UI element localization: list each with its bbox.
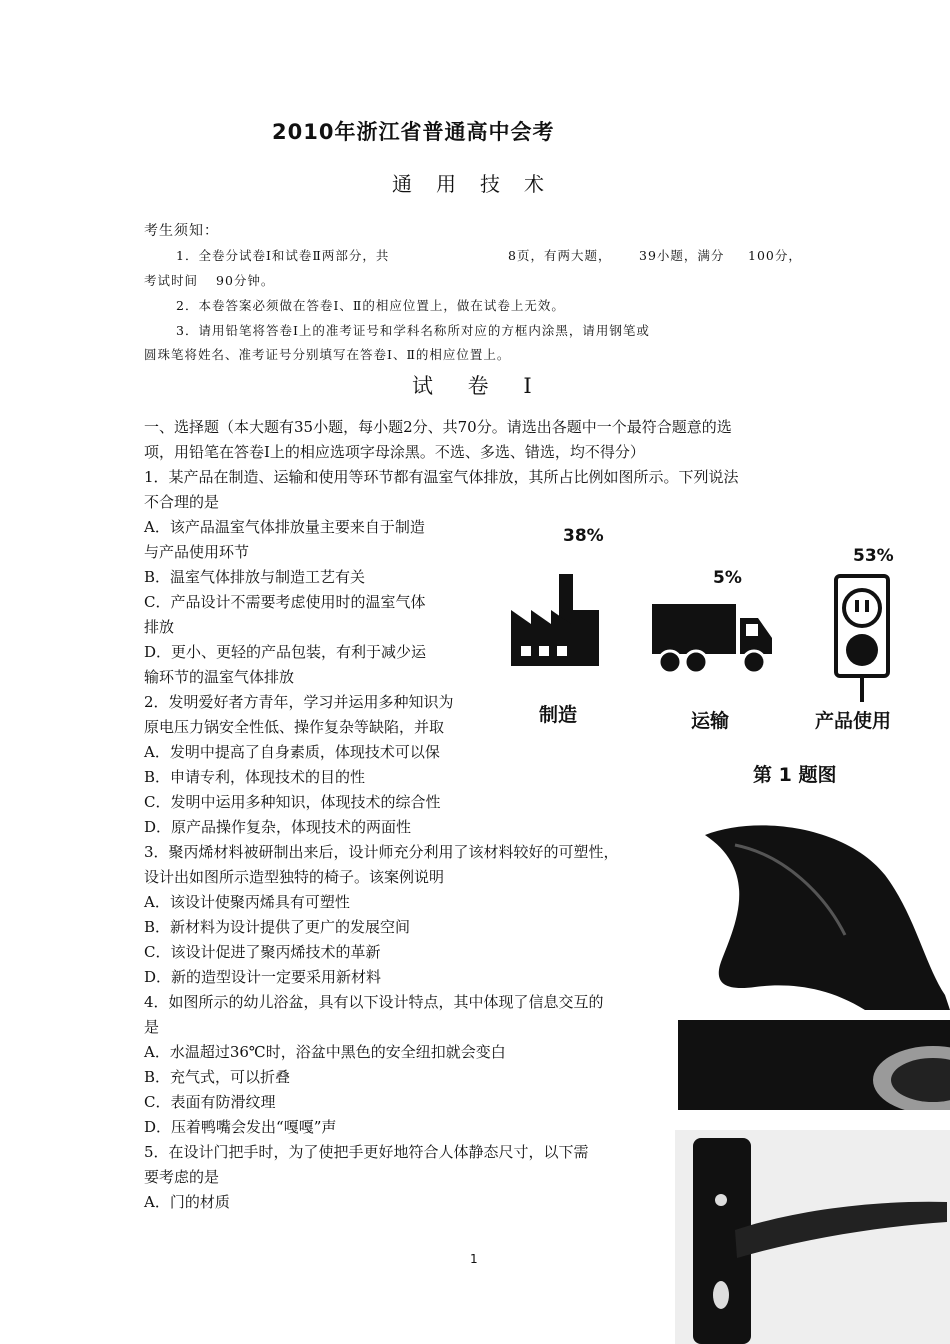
intro-line1: 一、选择题（本大题有35小题，每小题2分、共70分。请选出各题中一个最符合题意的选	[144, 418, 732, 436]
figure-1-caption: 第 1 题图	[753, 764, 837, 786]
section-title: 试 卷 Ⅰ	[412, 374, 546, 398]
q3-stem-line1: 3．聚丙烯材料被研制出来后，设计师充分利用了该材料较好的可塑性，	[144, 843, 619, 861]
q3-stem-line2: 设计出如图所示造型独特的椅子。该案例说明	[144, 868, 445, 886]
transport-label: 运输	[691, 710, 730, 732]
q3-option-d: D．新的造型设计一定要采用新材料	[144, 968, 382, 986]
notice-line1b: 8页，有两大题，	[508, 248, 612, 263]
notice-heading: 考生须知：	[144, 223, 219, 239]
figure-1	[495, 520, 935, 795]
q1-option-c1: C．产品设计不需要考虑使用时的温室气体	[144, 593, 426, 611]
q2-option-d: D．原产品操作复杂，体现技术的两面性	[144, 818, 412, 836]
manufacture-percent: 38%	[563, 526, 604, 546]
baby-bathtub-photo	[678, 1020, 950, 1110]
subject-title: 通用技术	[392, 172, 568, 196]
outlet-icon	[830, 572, 894, 707]
q3-option-b: B．新材料为设计提供了更广的发展空间	[144, 918, 411, 936]
q2-stem-line2: 原电压力锅安全性低、操作复杂等缺陷，并取	[144, 718, 445, 736]
q1-stem-line1: 1．某产品在制造、运输和使用等环节都有温室气体排放，其所占比例如图所示。下列说法	[144, 468, 739, 486]
q4-option-d: D．压着鸭嘴会发出“嘎嘎”声	[144, 1118, 337, 1136]
q2-stem-line1: 2．发明爱好者方青年，学习并运用多种知识为	[144, 693, 454, 711]
intro-line2: 项，用铅笔在答卷Ⅰ上的相应选项字母涂黑。不选、多选、错选，均不得分）	[144, 443, 645, 461]
notice-line1c: 39小题，满分	[639, 248, 725, 263]
q1-option-a2: 与产品使用环节	[144, 543, 250, 561]
q1-stem-line2: 不合理的是	[144, 493, 220, 511]
notice-line1e: 考试时间	[144, 273, 199, 288]
q5-stem-line1: 5．在设计门把手时，为了使把手更好地符合人体静态尺寸，以下需	[144, 1143, 589, 1161]
q2-option-b: B．申请专利，体现技术的目的性	[144, 768, 366, 786]
q1-option-d1: D．更小、更轻的产品包装，有利于减少运	[144, 643, 427, 661]
q1-option-d2: 输环节的温室气体排放	[144, 668, 295, 686]
notice-line1f: 90分钟。	[216, 273, 275, 288]
door-handle-photo	[675, 1130, 950, 1344]
manufacture-label: 制造	[539, 704, 578, 726]
q4-stem-line1: 4．如图所示的幼儿浴盆，具有以下设计特点，其中体现了信息交互的	[144, 993, 604, 1011]
factory-icon	[507, 570, 607, 670]
usage-label: 产品使用	[815, 710, 892, 732]
question-1-options	[144, 515, 474, 840]
truck-icon	[650, 600, 775, 675]
q1-option-b: B．温室气体排放与制造工艺有关	[144, 568, 366, 586]
notice-line1: 1．全卷分试卷Ⅰ和试卷Ⅱ两部分，共	[176, 248, 390, 263]
q5-option-a: A．门的材质	[144, 1193, 230, 1211]
usage-percent: 53%	[853, 546, 894, 566]
notice-line3b: 圆珠笔将姓名、准考证号分别填写在答卷Ⅰ、Ⅱ的相应位置上。	[144, 347, 511, 362]
q4-stem-line2: 是	[144, 1018, 160, 1036]
q3-option-a: A．该设计使聚丙烯具有可塑性	[144, 893, 350, 911]
q1-option-c2: 排放	[144, 618, 175, 636]
q2-option-a: A．发明中提高了自身素质，体现技术可以保	[144, 743, 440, 761]
question-3-to-5	[144, 840, 664, 1215]
transport-percent: 5%	[713, 568, 742, 588]
chair-photo	[675, 815, 950, 1010]
q4-option-b: B．充气式，可以折叠	[144, 1068, 291, 1086]
notice-line2: 2．本卷答案必须做在答卷Ⅰ、Ⅱ的相应位置上，做在试卷上无效。	[176, 298, 565, 313]
notice-line3: 3．请用铅笔将答卷Ⅰ上的准考证号和学科名称所对应的方框内涂黑，请用钢笔或	[176, 323, 650, 338]
page-number: 1	[470, 1252, 478, 1266]
notice-line1d: 100分，	[748, 248, 802, 263]
q4-option-a: A．水温超过36℃时，浴盆中黑色的安全纽扣就会变白	[144, 1043, 506, 1061]
q4-option-c: C．表面有防滑纹理	[144, 1093, 276, 1111]
q1-option-a1: A．该产品温室气体排放量主要来自于制造	[144, 518, 425, 536]
document-title: 2010年浙江省普通高中会考	[272, 120, 555, 144]
q3-option-c: C．该设计促进了聚丙烯技术的革新	[144, 943, 381, 961]
q2-option-c: C．发明中运用多种知识，体现技术的综合性	[144, 793, 441, 811]
section-intro	[144, 415, 814, 515]
q5-stem-line2: 要考虑的是	[144, 1168, 220, 1186]
